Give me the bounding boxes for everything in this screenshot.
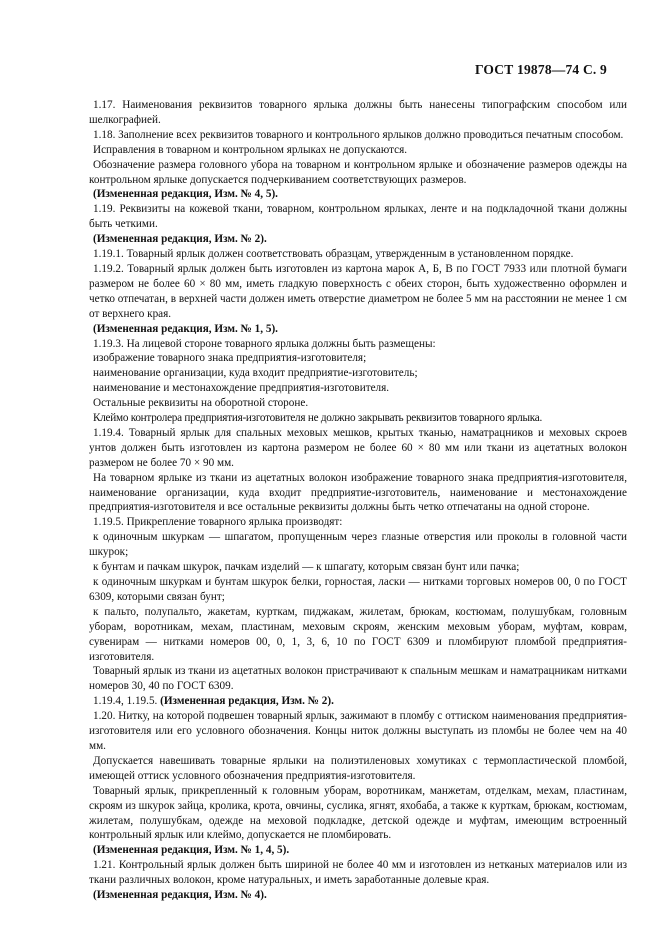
list-item: к одиночным шкуркам и бунтам шкурок белки, горностая, ласки — нитками торговых номеров 00, 0 по ГОСТ 6309, которыми связан бунт;: [89, 576, 627, 603]
amendment-note: (Измененная редакция, Изм. № 1, 5).: [93, 322, 278, 335]
paragraph: Клеймо контролера предприятия-изготовителя не должно закрывать реквизитов товарного ярлыка.: [93, 412, 543, 425]
amendment-reference: [89, 694, 627, 709]
paragraph: 1.19. Реквизиты на кожевой ткани, товарном, контрольном ярлыках, ленте и на подкладочной ткани должны быть четкими.: [89, 203, 627, 231]
paragraph: Исправления в товарном и контрольном ярлыках не допускаются.: [93, 143, 408, 156]
paragraph: Товарный ярлык, прикрепленный к головным уборам, воротникам, манжетам, отделкам, мехам, пластинам, скроям из шкурок зайца, кролика, крота, овчины, суслика, ягнят, яхобаба, а также к курткам, брюкам, костюмам, жилетам, полушубкам, одежде на меховой подкладке, детской одежде и муфтам, имеющим встроенный контрольный ярлык или клеймо, допускается не пломбировать.: [89, 784, 627, 842]
list-item: наименование и местонахождение предприятия-изготовителя.: [93, 382, 390, 395]
amendment-note: (Измененная редакция, Изм. № 1, 4, 5).: [93, 844, 290, 857]
amendment-note: (Измененная редакция, Изм. № 2).: [93, 233, 267, 246]
page-header: ГОСТ 19878—74 С. 9: [474, 62, 607, 77]
amendment-clauses: 1.19.4, 1.19.5.: [93, 695, 161, 708]
paragraph: 1.20. Нитку, на которой подвешен товарный ярлык, зажимают в пломбу с оттиском наименования предприятия-изготовителя или его условного обозначения. Концы ниток должны выступать из пломбы не более чем на 40 мм.: [89, 710, 627, 752]
paragraph: 1.19.3. На лицевой стороне товарного ярлыка должны быть размещены:: [93, 337, 436, 350]
paragraph: Остальные реквизиты на оборотной стороне.: [93, 397, 309, 410]
paragraph: Обозначение размера головного убора на товарном и контрольном ярлыке и обозначение размеров одежды на контрольном ярлыке допускается подчеркиванием соответствующих размеров.: [89, 158, 627, 186]
list-item: наименование организации, куда входит предприятие-изготовитель;: [93, 367, 418, 380]
paragraph: 1.19.4. Товарный ярлык для спальных меховых мешков, крытых тканью, наматрацников и меховых скроев унтов должен быть изготовлен из картона размером не более 60 × 80 мм или ткани из ацетатных волокон размером не более 70 × 90 мм.: [89, 426, 627, 469]
paragraph: Товарный ярлык из ткани из ацетатных волокон пристрачивают к спальным мешкам и наматрацникам нитками номеров 30, 40 по ГОСТ 6309.: [89, 665, 627, 693]
document-body: [89, 98, 627, 903]
list-item: к пальто, полупальто, жакетам, курткам, пиджакам, жилетам, брюкам, костюмам, полушубкам, головным уборам, воротникам, мехам, пластинам, меховым скроям, женским меховым уборам, муфтам, коврам, сувенирам — нитками номеров 00, 0, 1, 3, 6, 10 по ГОСТ 6309 и пломбируют пломбой предприятия-изготовителя.: [89, 605, 627, 663]
list-item: к одиночным шкуркам — шпагатом, пропущенным через глазные отверстия или проколы в головной части шкурок;: [89, 531, 627, 559]
paragraph: 1.17. Наименования реквизитов товарного ярлыка должны быть нанесены типографским способом или шелкографией.: [89, 99, 627, 126]
list-item: к бунтам и пачкам шкурок, пачкам изделий — к шпагату, которым связан бунт или пачка;: [93, 561, 520, 574]
paragraph: 1.21. Контрольный ярлык должен быть шириной не более 40 мм и изготовлен из нетканых материалов или из ткани различных волокон, кроме натуральных, и иметь заработанные долевые края.: [89, 859, 627, 887]
paragraph: 1.18. Заполнение всех реквизитов товарного и контрольного ярлыков должно проводиться печатным способом.: [93, 128, 624, 141]
paragraph: 1.19.5. Прикрепление товарного ярлыка производят:: [93, 516, 343, 529]
paragraph: На товарном ярлыке из ткани из ацетатных волокон изображение товарного знака предприятия-изготовителя, наименование организации, куда входит предприятие-изготовитель, наименование и местонахождение предприятия-изготовителя и все остальные реквизиты должны быть четко отпечатаны на одной стороне.: [89, 471, 627, 514]
paragraph: Допускается навешивать товарные ярлыки на полиэтиленовых хомутиках с термопластической пломбой, имеющей оттиск условного обозначения предприятия-изготовителя.: [89, 754, 627, 782]
amendment-note: (Измененная редакция, Изм. № 2).: [160, 695, 334, 708]
paragraph: 1.19.2. Товарный ярлык должен быть изготовлен из картона марок А, Б, В по ГОСТ 7933 или плотной бумаги размером не более 60 × 80 мм, иметь гладкую поверхность с обеих сторон, быть художественно оформлен и четко отпечатан, в верхней части должен иметь отверстие диаметром не более 5 мм на расстоянии не менее 1 см от верхнего края.: [89, 262, 627, 320]
list-item: изображение товарного знака предприятия-изготовителя;: [93, 352, 367, 365]
paragraph: 1.19.1. Товарный ярлык должен соответствовать образцам, утвержденным в установленном порядке.: [93, 248, 574, 261]
amendment-note: (Измененная редакция, Изм. № 4, 5).: [93, 188, 278, 201]
amendment-note: (Измененная редакция, Изм. № 4).: [93, 889, 267, 902]
